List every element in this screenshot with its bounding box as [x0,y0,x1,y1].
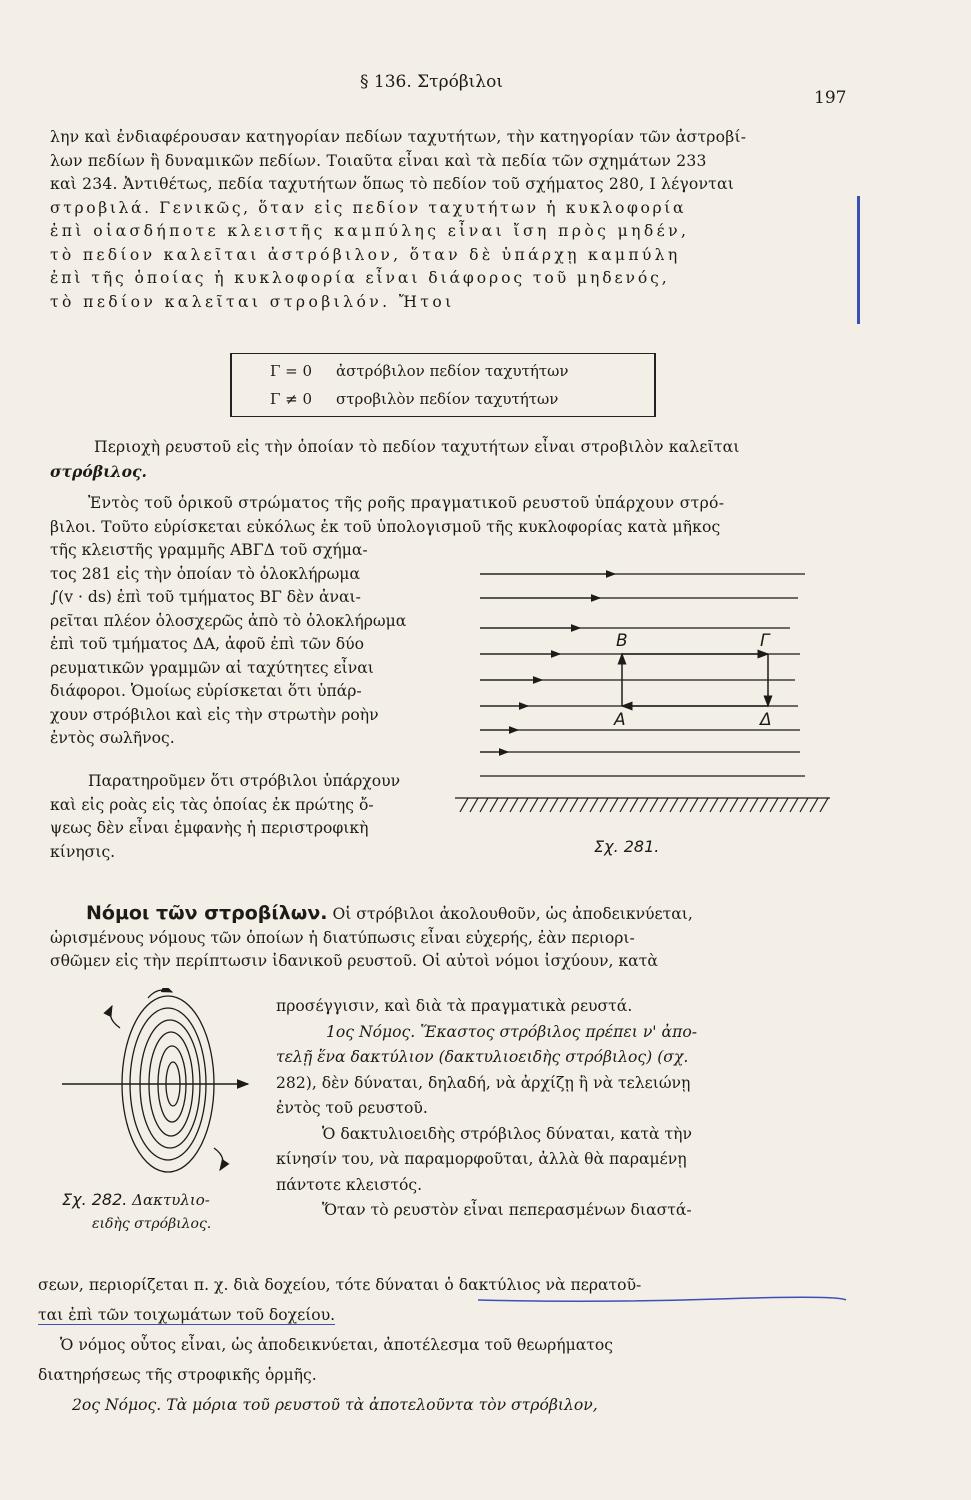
intro-line: τὸ πεδίον καλεῖται ἀστρόβιλον, ὅταν δὲ ὑπάρχῃ καμπύλη [50,245,681,264]
figure-281-streamlines [450,560,835,860]
intro-line: ἐπὶ οἱασδήποτε κλειστῆς καμπύλης εἶναι ἴση πρὸς μηδέν, [50,222,690,240]
intro-line: καὶ 234. Ἀντιθέτως, πεδία ταχυτήτων ὅπως τὸ πεδίον τοῦ σχήματος 280, Ι λέγονται [50,175,735,193]
laws-narrow-column [276,994,846,1224]
boundary-line: Ἐντὸς τοῦ ὁρικοῦ στρώματος τῆς ροῆς πραγματικοῦ ρευστοῦ ὑπάρχουν στρό- [88,494,725,512]
vortex-term: στρόβιλος. [50,461,147,481]
intro-line: στροβιλά. Γενικῶς, ὅταν εἰς πεδίον ταχυτήτων ἡ κυκλοφορία [50,198,687,217]
intro-line: λην καὶ ἐνδιαφέρουσαν κατηγορίαν πεδίων ταχυτήτων, τὴν κατηγορίαν τῶν ἀστροβί- [50,128,747,146]
intro-line: ἐπὶ τῆς ὁποίας ἡ κυκλοφορία εἶναι διάφορος τοῦ μηδενός, [50,269,670,287]
boundary-narrow-line: ἐντὸς σωλῆνος. [50,729,175,747]
laws-heading-rest: Οἱ στρόβιλοι ἀκολουθοῦν, ὡς ἀποδεικνύεται, [332,905,693,923]
observe-line: ψεως δὲν εἶναι ἐμφανὴς ἡ περιστροφικὴ [50,819,369,837]
figure-282-ring-vortex [58,988,268,1188]
wall [455,798,830,812]
laws-narrow-line: κίνησίν του, νὰ παραμορφοῦται, ἀλλὰ θὰ παραμένῃ [276,1150,687,1168]
laws-narrow-line: Ὅταν τὸ ρευστὸν εἶναι πεπερασμένων διαστά- [322,1201,692,1219]
box-text: στροβιλὸν πεδίον ταχυτήτων [336,390,559,408]
underlined-phrase: ται ἐπὶ τῶν τοιχωμάτων τοῦ δοχείου. [38,1306,336,1324]
laws-heading: Νόμοι τῶν στροβίλων. [86,902,328,924]
boundary-narrow-line: ∫(v · ds) ἐπὶ τοῦ τμήματος ΒΓ δὲν ἀναι- [50,588,361,606]
boundary-narrow-line: ρεῖται πλέον ὁλοσχερῶς ἀπὸ τὸ ὁλοκλήρωμα [50,611,407,630]
intro-line: λων πεδίων ἢ δυναμικῶν πεδίων. Τοιαῦτα εἶναι καὶ τὰ πεδία τῶν σχημάτων 233 [50,151,707,170]
observe-line: κίνησις. [50,842,116,861]
laws-narrow-line: πάντοτε κλειστός. [276,1175,423,1194]
figure-281-caption: Σχ. 281. [594,837,660,856]
law-2-line: 2ος Νόμος. Τὰ μόρια τοῦ ρευστοῦ τὰ ἀποτελοῦντα τὸν στρόβιλον, [72,1396,598,1414]
margin-pen-mark [857,196,860,324]
streamlines [480,574,805,776]
box-text: ἀστρόβιλον πεδίον ταχυτήτων [336,362,569,380]
fig282-caption-text: Δακτυλιο- [132,1191,210,1209]
pen-underline [478,1296,848,1304]
boundary-narrow-line: διάφοροι. Ὁμοίως εὑρίσκεται ὅτι ὑπάρ- [50,682,362,700]
vortex-definition [50,436,845,483]
boundary-narrow-line: τος 281 εἰς τὴν ὁποίαν τὸ ὁλοκλήρωμα [50,564,360,583]
vortex-rings [110,990,223,1172]
label-G: Γ [760,631,770,651]
boundary-narrow-line: τῆς κλειστῆς γραμμῆς ΑΒΓΔ τοῦ σχήμα- [50,541,368,559]
box-row-rotational [270,390,558,408]
laws-paragraph [50,902,845,974]
law-1-line: τελῇ ἕνα δακτύλιον (δακτυλιοειδὴς στρόβιλος) (σχ. [276,1048,689,1066]
boundary-narrow-line: ρευματικῶν γραμμῶν αἱ ταχύτητες εἶναι [50,658,374,677]
laws-narrow-line: προσέγγισιν, καὶ διὰ τὰ πραγματικὰ ρευστά. [276,997,633,1015]
fig282-caption-num: Σχ. 282. [62,1190,128,1209]
boundary-narrow-line: χουν στρόβιλοι καὶ εἰς τὴν στρωτὴν ροὴν [50,705,379,724]
boundary-narrow-column [50,539,455,751]
label-B: B [616,631,628,651]
label-A: A [614,710,626,730]
box-row-irrotational [270,362,569,380]
laws-narrow-line: 282), δὲν δύναται, δηλαδή, νὰ ἀρχίζῃ ἢ νὰ τελειώνῃ [276,1073,691,1092]
box-symbol: Γ ≠ 0 [270,390,313,408]
label-D: Δ [760,710,772,730]
figure-282-caption [62,1190,210,1209]
boundary-line: βιλοι. Τοῦτο εὑρίσκεται εὐκόλως ἐκ τοῦ ὑπολογισμοῦ τῆς κυκλοφορίας κατὰ μῆκος [50,517,721,536]
intro-line: τὸ πεδίον καλεῖται στροβιλόν. Ἤτοι [50,292,455,311]
observation-paragraph [50,770,455,864]
vortex-def-line: Περιοχὴ ρευστοῦ εἰς τὴν ὁποίαν τὸ πεδίον ταχυτήτων εἶναι στροβιλὸν καλεῖται [94,438,740,456]
figure-282-caption-cont: ειδὴς στρόβιλος. [92,1216,212,1232]
observe-line: καὶ εἰς ροὰς εἰς τὰς ὁποίας ἐκ πρώτης ὄ- [50,795,374,814]
box-symbol: Γ = 0 [270,362,313,380]
laws-narrow-line: ἐντὸς τοῦ ρευστοῦ. [276,1099,428,1117]
laws-tail [38,1270,846,1420]
laws-heading-line [50,902,845,927]
circulation-definition-box [230,353,656,417]
law-1-line: 1ος Νόμος. Ἕκαστος στρόβιλος πρέπει ν' ἀπο- [326,1022,697,1041]
laws-tail-line [38,1300,846,1330]
intro-paragraph [50,126,845,314]
laws-line: σθῶμεν εἰς τὴν περίπτωσιν ἰδανικοῦ ρευστοῦ. Οἱ αὐτοὶ νόμοι ἰσχύουν, κατὰ [50,952,658,970]
laws-narrow-line: Ὁ δακτυλιοειδὴς στρόβιλος δύναται, κατὰ τὴν [322,1124,692,1143]
boundary-layer-paragraph [50,492,845,539]
page-header [0,72,971,108]
laws-tail-line: σεων, περιορίζεται π. χ. διὰ δοχείου, τότε δύναται ὁ δακτύλιος νὰ περατοῦ- [38,1276,642,1294]
section-title: § 136. Στρόβιλοι [360,72,503,92]
laws-line: ὡρισμένους νόμους τῶν ὁποίων ἡ διατύπωσις εἶναι εὐχερής, ἐὰν περιορι- [50,928,635,947]
laws-tail-line: Ὁ νόμος οὗτος εἶναι, ὡς ἀποδεικνύεται, ἀποτέλεσμα τοῦ θεωρήματος [60,1336,614,1354]
page-number: 197 [814,88,847,108]
boundary-narrow-line: ἐπὶ τοῦ τμήματος ΔΑ, ἀφοῦ ἐπὶ τῶν δύο [50,635,365,653]
observe-line: Παρατηροῦμεν ὅτι στρόβιλοι ὑπάρχουν [88,772,401,790]
laws-tail-line: διατηρήσεως τῆς στροφικῆς ὁρμῆς. [38,1366,317,1384]
